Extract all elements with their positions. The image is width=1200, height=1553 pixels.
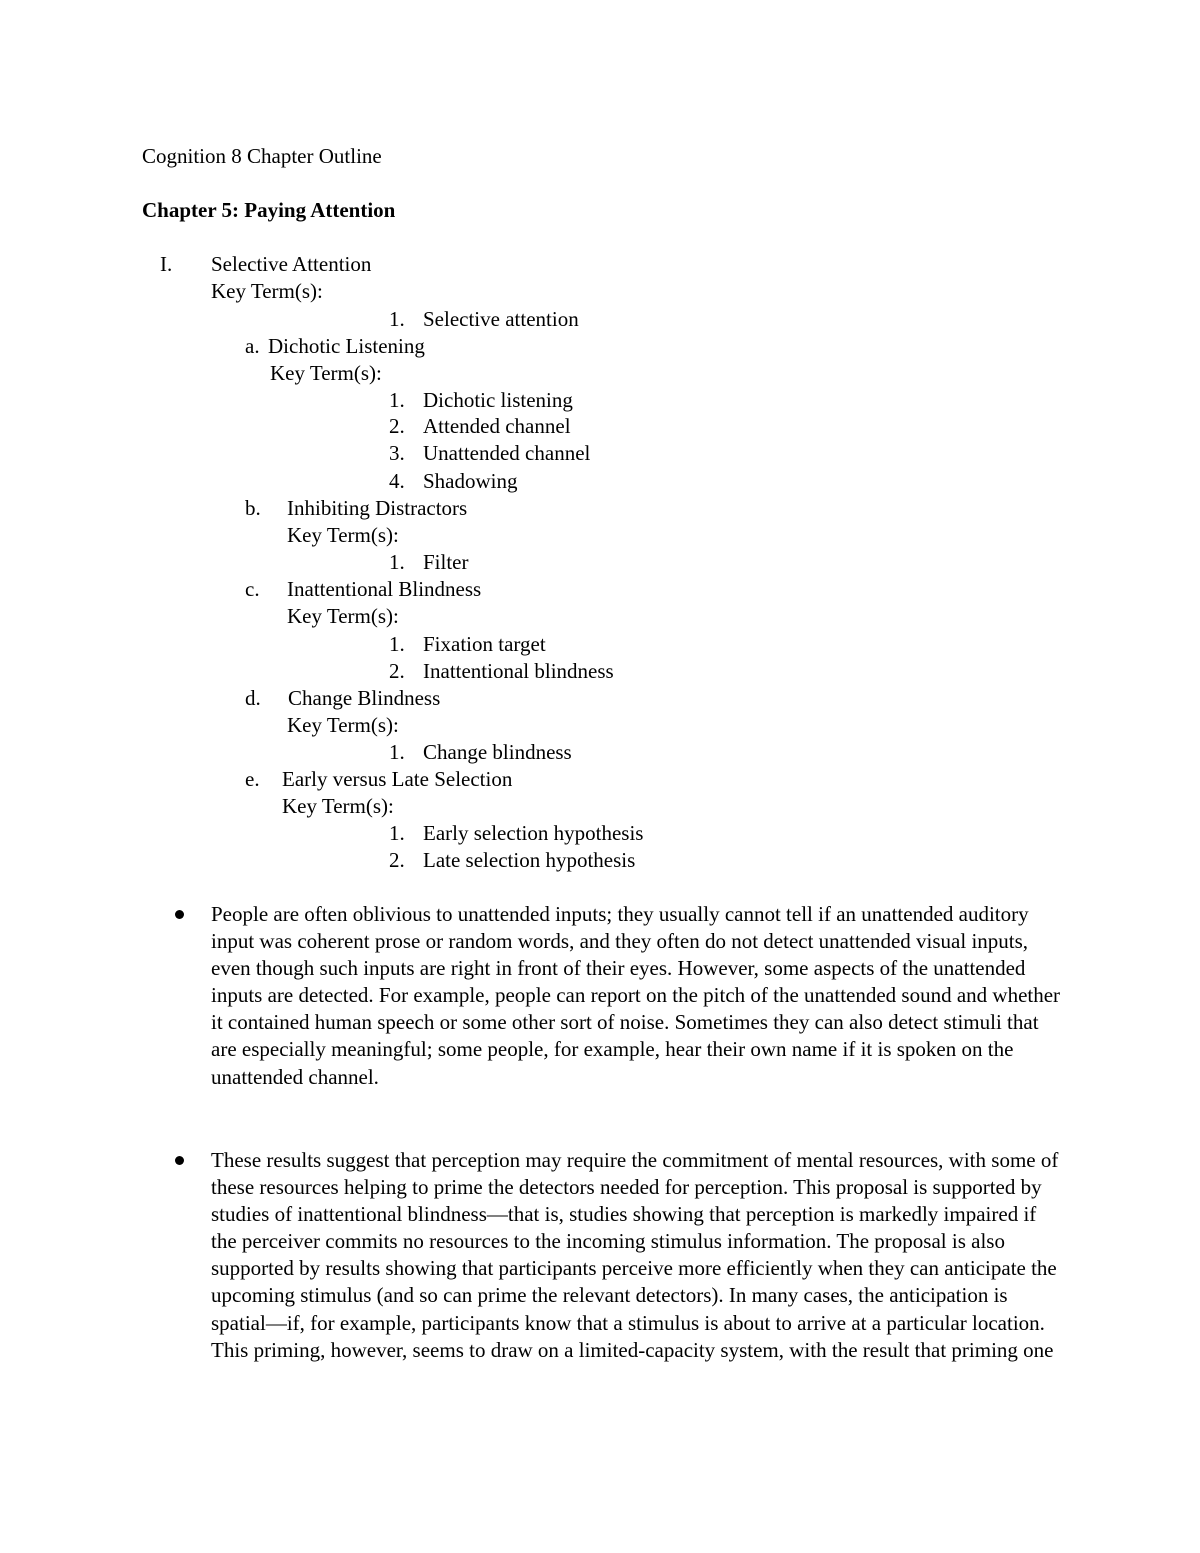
bullet-icon bbox=[175, 1156, 184, 1165]
term-number: 4. bbox=[389, 469, 405, 493]
term-number: 1. bbox=[389, 632, 405, 656]
subsection-letter: d. bbox=[245, 686, 261, 710]
term-item: Filter bbox=[423, 550, 469, 574]
term-item: Shadowing bbox=[423, 469, 518, 493]
key-terms-label: Key Term(s): bbox=[287, 604, 399, 628]
bullet-paragraph: These results suggest that perception may require the commitment of mental resources, with some of these resources helping to prime the detectors needed for perception. This proposal is supported by studies of inattentional blindness—that is, studies showing that perception is markedly impaired if the perceiver commits no resources to the incoming stimulus information. The proposal is also supported by results showing that participants perceive more efficiently when they can anticipate the upcoming stimulus (and so can prime the relevant detectors). In many cases, the anticipation is spatial—if, for example, participants know that a stimulus is about to arrive at a particular location. This priming, however, seems to draw on a limited-capacity system, with the result that priming one bbox=[211, 1148, 1059, 1362]
term-item: Unattended channel bbox=[423, 441, 591, 465]
term-selective-attention: Selective attention bbox=[423, 307, 579, 331]
term-item: Late selection hypothesis bbox=[423, 848, 636, 872]
subsection-letter: c. bbox=[245, 577, 260, 601]
term-number: 1. bbox=[389, 307, 405, 331]
term-number: 3. bbox=[389, 441, 405, 465]
chapter-heading: Chapter 5: Paying Attention bbox=[142, 198, 396, 222]
subsection-letter: a. bbox=[245, 334, 260, 358]
subsection-letter: b. bbox=[245, 496, 261, 520]
term-item: Fixation target bbox=[423, 632, 546, 656]
key-terms-label: Key Term(s): bbox=[287, 523, 399, 547]
section-title: Selective Attention bbox=[211, 252, 372, 276]
subsection-letter: e. bbox=[245, 767, 260, 791]
term-item: Change blindness bbox=[423, 740, 572, 764]
bullet-icon bbox=[175, 910, 184, 919]
term-item: Attended channel bbox=[423, 414, 571, 438]
term-number: 1. bbox=[389, 740, 405, 764]
term-number: 2. bbox=[389, 848, 405, 872]
subsection-title-change: Change Blindness bbox=[288, 686, 441, 710]
term-number: 2. bbox=[389, 414, 405, 438]
term-number: 2. bbox=[389, 659, 405, 683]
bullet-paragraph: People are often oblivious to unattended inputs; they usually cannot tell if an unattended auditory input was coherent prose or random words, and they often do not detect unattended visual inputs, even though such inputs are right in front of their eyes. However, some aspects of the unattended inputs are detected. For example, people can report on the pitch of the unattended sound and whether it contained human speech or some other sort of noise. Sometimes they can also detect stimuli that are especially meaningful; some people, for example, hear their own name if it is spoken on the unattended channel. bbox=[211, 902, 1061, 1089]
term-number: 1. bbox=[389, 388, 405, 412]
key-terms-label: Key Term(s): bbox=[287, 713, 399, 737]
key-terms-label: Key Term(s): bbox=[270, 361, 382, 385]
subsection-title-dichotic: Dichotic Listening bbox=[268, 334, 425, 358]
term-number: 1. bbox=[389, 821, 405, 845]
key-terms-label: Key Term(s): bbox=[282, 794, 394, 818]
term-item: Inattentional blindness bbox=[423, 659, 614, 683]
subsection-title-early-late: Early versus Late Selection bbox=[282, 767, 513, 791]
term-item: Dichotic listening bbox=[423, 388, 573, 412]
doc-title: Cognition 8 Chapter Outline bbox=[142, 144, 382, 168]
key-terms-label: Key Term(s): bbox=[211, 279, 323, 303]
term-number: 1. bbox=[389, 550, 405, 574]
subsection-title-inattentional: Inattentional Blindness bbox=[287, 577, 482, 601]
term-item: Early selection hypothesis bbox=[423, 821, 644, 845]
section-numeral: I. bbox=[160, 252, 173, 276]
subsection-title-inhibiting: Inhibiting Distractors bbox=[287, 496, 468, 520]
